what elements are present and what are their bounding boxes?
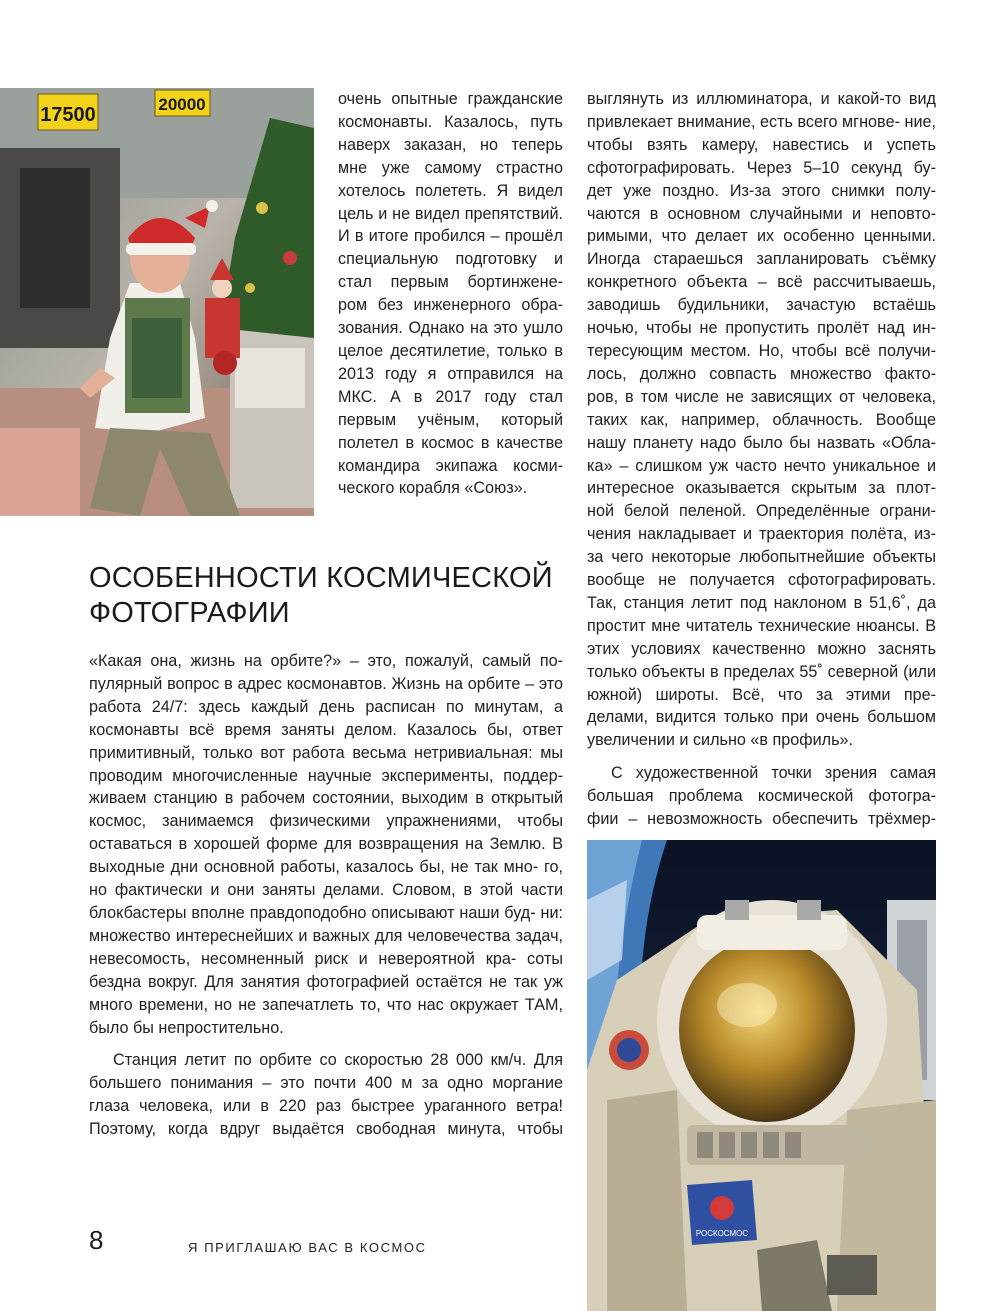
text-line: задач, невесомость, несомненный риск и невероятной кра-: [89, 926, 564, 968]
text-line: и стал первым бортинжене-: [338, 250, 563, 292]
page-number: 8: [89, 1225, 104, 1255]
paragraph: [89, 1049, 563, 1141]
text-line: только объекты в пределах 55˚ северной: [587, 662, 899, 681]
text-line: в 2013 году я отправился: [338, 341, 563, 383]
text-line: И в итоге пробился – прошёл: [338, 227, 563, 246]
number-badge: [38, 94, 98, 130]
text-line: ной белой пеленой. Определённые ограни-: [587, 502, 936, 521]
running-head: Я ПРИГЛАШАЮ ВАС В КОСМОС: [188, 1240, 427, 1255]
text-line: интересное оказывается скрытым за плот-: [587, 479, 936, 498]
badge-17500: 17500: [40, 104, 96, 126]
text-line: сфотографировать. Через 5–10 секунд бу-: [587, 158, 936, 177]
heading-line: ОСОБЕННОСТИ КОСМИЧЕСКОЙ: [89, 562, 553, 594]
paragraph: [587, 762, 936, 831]
text-line: это работа 24/7: здесь каждый день расписан по минутам,: [89, 674, 563, 716]
text-line: заводишь будильники, зачастую встаёшь: [587, 296, 936, 315]
text-line: ни: множество интереснейших и важных для человечества: [89, 903, 564, 945]
text-line: простит мне читатель технические нюансы.: [587, 616, 920, 635]
text-line: большая проблема космической фотогра-: [587, 787, 936, 806]
text-line: хотелось полететь. Я видел: [338, 181, 563, 200]
text-line: так уж много времени, но не запечатлеть то, что нас окружает: [89, 972, 563, 1014]
text-line: ТАМ, было бы непростительно.: [89, 995, 563, 1037]
text-line: первым учёным, который: [338, 410, 563, 429]
patch-text: РОСКОСМОС: [695, 1229, 749, 1238]
text-line: мне уже самому страстно: [338, 158, 563, 177]
text-line: лось, должно совпасть множество факто-: [587, 364, 936, 383]
text-line: космос, занимаемся физическими упражнениями, чтобы: [89, 812, 563, 831]
text-line: (или южной) широты. Всё, что за этими пре-: [587, 662, 936, 704]
text-line: «Какая она, жизнь на орбите?» – это, пожалуй, самый по-: [89, 652, 563, 670]
text-column-left: [89, 650, 563, 1141]
text-line: оставаться в хорошей форме для возвращения на Землю.: [89, 835, 546, 854]
badge-20000: 20000: [158, 95, 206, 114]
text-line: таких как, например, облачность. Вообще: [587, 410, 936, 429]
text-line: ров, в том числе не зависящих от человека,: [587, 387, 936, 406]
text-line: римыми, что делает их особенно ценными.: [587, 227, 936, 246]
text-line: Поэтому, когда вдруг выдаётся свободная минута, чтобы: [89, 1120, 563, 1139]
paragraph: [89, 650, 563, 1039]
text-line: фии – невозможность обеспечить трёхмер-: [587, 810, 936, 829]
text-line: большего понимания – это почти 400 м за одно моргание: [89, 1074, 563, 1093]
paragraph: [338, 88, 563, 500]
heading-line: ФОТОГРАФИИ: [89, 597, 290, 629]
text-line: живаем станцию в рабочем состоянии, выходим в открытый: [89, 789, 563, 808]
text-line: Так, станция летит под наклоном в 51,6˚, да: [587, 593, 936, 612]
text-line: глаза человека, или в 220 раз быстрее ураганного ветра!: [89, 1097, 563, 1116]
text-line: специальную подготовку: [338, 250, 537, 269]
text-line: соты бездна вокруг. Для занятия фотографией остаётся не: [89, 949, 563, 991]
text-line: а космонавты всё время заняты делом. Казалось бы, ответ: [89, 697, 563, 739]
text-line: ние, чтобы взять камеру, навестись и успеть: [587, 112, 937, 154]
paragraph: [587, 88, 936, 752]
text-line: С художественной точки зрения самая: [611, 764, 936, 783]
text-line: В этих условиях качественно можно заснять: [587, 616, 937, 658]
text-line: ческого корабля «Союз».: [338, 479, 528, 498]
text-line: ка» – слишком уж часто нечто уникальное и: [587, 456, 936, 475]
text-line: нашу планету надо было бы назвать «Обла-: [587, 433, 936, 452]
text-line: командира экипажа косми-: [338, 456, 563, 475]
text-line: чаются в основном случайными и неповто-: [587, 204, 936, 223]
section-heading: [89, 561, 569, 631]
text-line: проводим многочисленные научные эксперименты, поддер-: [89, 766, 563, 785]
text-line: вообще не получается сфотографировать.: [587, 571, 936, 590]
text-line: за чего некоторые любопытнейшие объекты: [587, 548, 936, 567]
text-line: примитивный, только вот работа весьма нетривиальная: мы: [89, 743, 563, 762]
text-column-right: [587, 88, 936, 831]
text-line: В выходные дни основной работы, казалось бы, не так мно-: [89, 835, 563, 877]
text-line: ром без инженерного обра-: [338, 296, 563, 315]
text-line: очень опытные гражданские: [338, 90, 563, 108]
text-line: делами, видится только при очень большом: [587, 708, 936, 727]
text-line: чения накладывает и траектория полёта, из-: [587, 525, 936, 544]
text-line: увеличении и сильно «в профиль».: [587, 731, 854, 750]
text-line: тересующим местом. Но, чтобы всё получи-: [587, 341, 936, 360]
text-line: наверх заказан, но теперь: [338, 135, 563, 154]
text-line: на МКС. А в 2017 году стал: [338, 364, 564, 406]
text-column-top-middle: [338, 88, 563, 500]
text-line: привлекает внимание, есть всего мгновe-: [587, 112, 901, 131]
number-badge: [155, 90, 210, 116]
roscosmos-patch: [687, 1180, 757, 1245]
text-line: космонавты. Казалось, путь: [338, 112, 563, 131]
spacewalk-photo: [587, 840, 936, 1311]
text-line: блокбастеры вполне правдоподобно описывают наши буд-: [89, 903, 536, 922]
text-line: зования. Однако на это ушло: [338, 319, 563, 338]
text-line: полетел в космос в качестве: [338, 433, 563, 452]
text-line: конкретного объекта – всё рассчитываешь,: [587, 273, 936, 292]
text-line: го, но фактически и они заняты делами. Словом, в этой части: [89, 858, 564, 900]
text-line: цель и не видел препятствий.: [338, 204, 563, 223]
text-line: Иногда стараешься запланировать съёмку: [587, 250, 936, 269]
text-line: Станция летит по орбите со скоростью 28 000 км/ч. Для: [113, 1051, 563, 1070]
text-line: целое десятилетие, только: [338, 341, 548, 360]
text-line: дет уже поздно. Из-за этого снимки полу-: [587, 181, 936, 200]
text-line: пулярный вопрос в адрес космонавтов. Жизнь на орбите –: [89, 674, 535, 693]
text-line: ночью, чтобы не пропустить пролёт над ин-: [587, 319, 936, 338]
cosmonaut-holiday-photo: [0, 88, 314, 516]
text-line: выглянуть из иллюминатора, и какой-то вид: [587, 90, 936, 108]
